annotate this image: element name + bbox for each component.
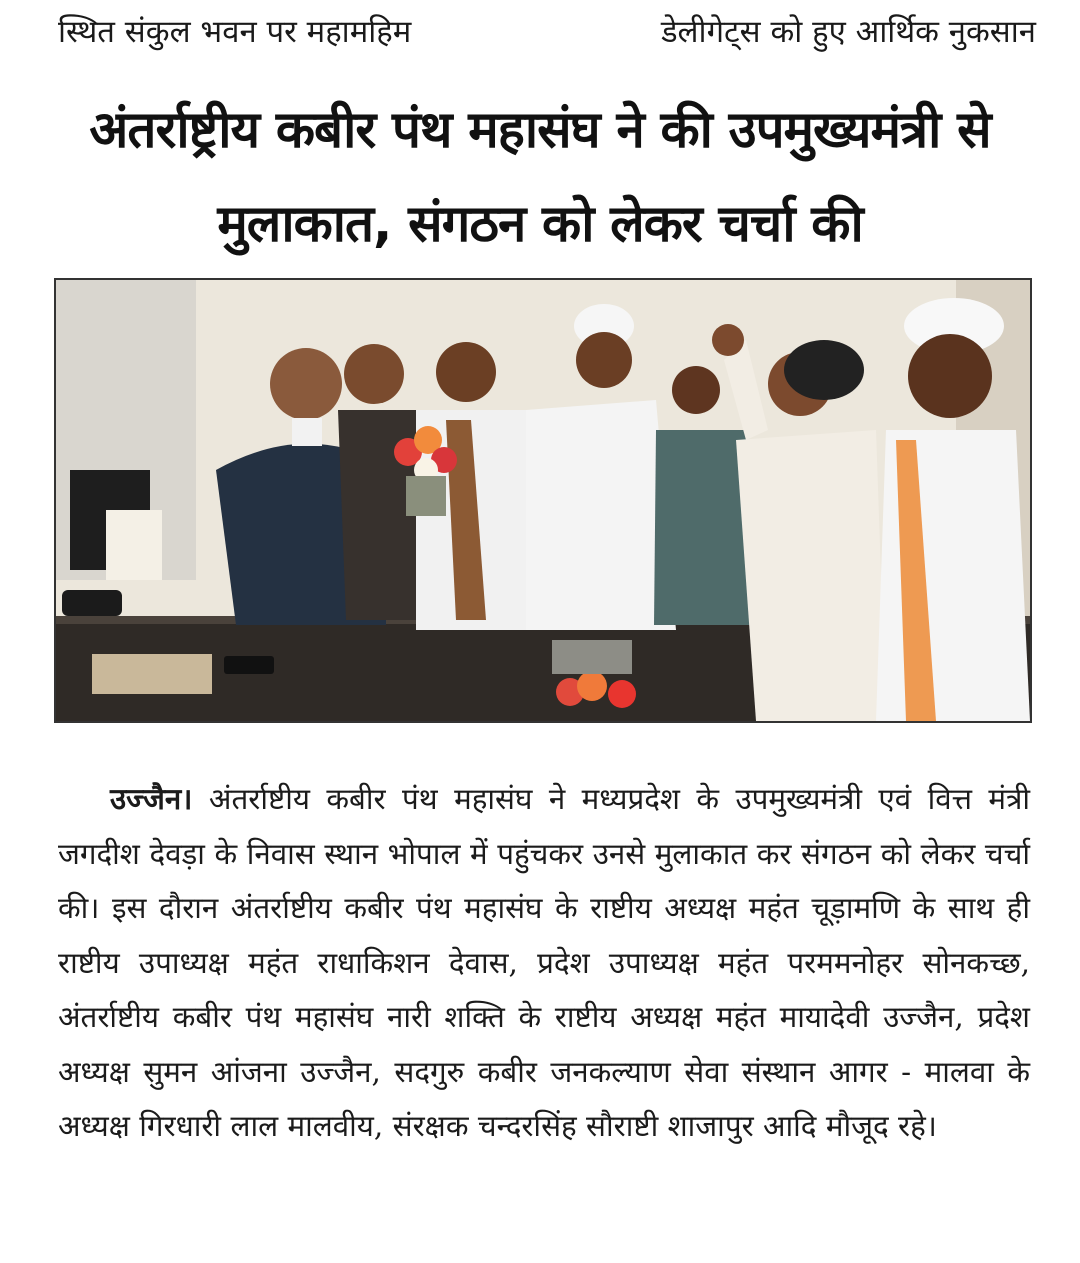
photo-illustration — [56, 280, 1030, 721]
dateline: उज्जैन। — [110, 781, 193, 816]
article-text: अंतर्राष्टीय कबीर पंथ महासंघ ने मध्यप्रदेश के उपमुख्यमंत्री एवं वित्त मंत्री जगदीश देवड़ा के निवास स्थान भोपाल में पहुंचकर उनसे मुलाकात कर संगठन को लेकर चर्चा की। इस दौरान अंतर्राष्टीय कबीर पंथ महासंघ के राष्टीय अध्यक्ष महंत चूड़ामणि के साथ ही राष्टीय उपाध्यक्ष महंत राधाकिशन देवास, प्रदेश उपाध्यक्ष महंत परममनोहर सोनकच्छ, अंतर्राष्टीय कबीर पंथ महासंघ नारी शक्ति के राष्टीय अध्यक्ष महंत मायादेवी उज्जैन, प्रदेश अध्यक्ष सुमन आंजना उज्जैन, सदगुरु कबीर जनकल्याण सेवा संस्थान आगर - मालवा के अध्यक्ष गिरधारी लाल मालवीय, संरक्षक चन्दरसिंह सौराष्टी शाजापुर आदि मौजूद रहे। — [58, 782, 1030, 1143]
news-photo — [54, 278, 1032, 723]
article-body — [58, 772, 1030, 1154]
top-strip — [58, 12, 1036, 52]
top-strip-right: डेलीगेट्स को हुए आर्थिक नुकसान — [660, 14, 1036, 50]
headline: अंतर्राष्ट्रीय कबीर पंथ महासंघ ने की उपमुख्यमंत्री से मुलाकात, संगठन को लेकर चर्चा की — [89, 101, 991, 254]
top-strip-left: स्थित संकुल भवन पर महामहिम — [58, 14, 412, 50]
